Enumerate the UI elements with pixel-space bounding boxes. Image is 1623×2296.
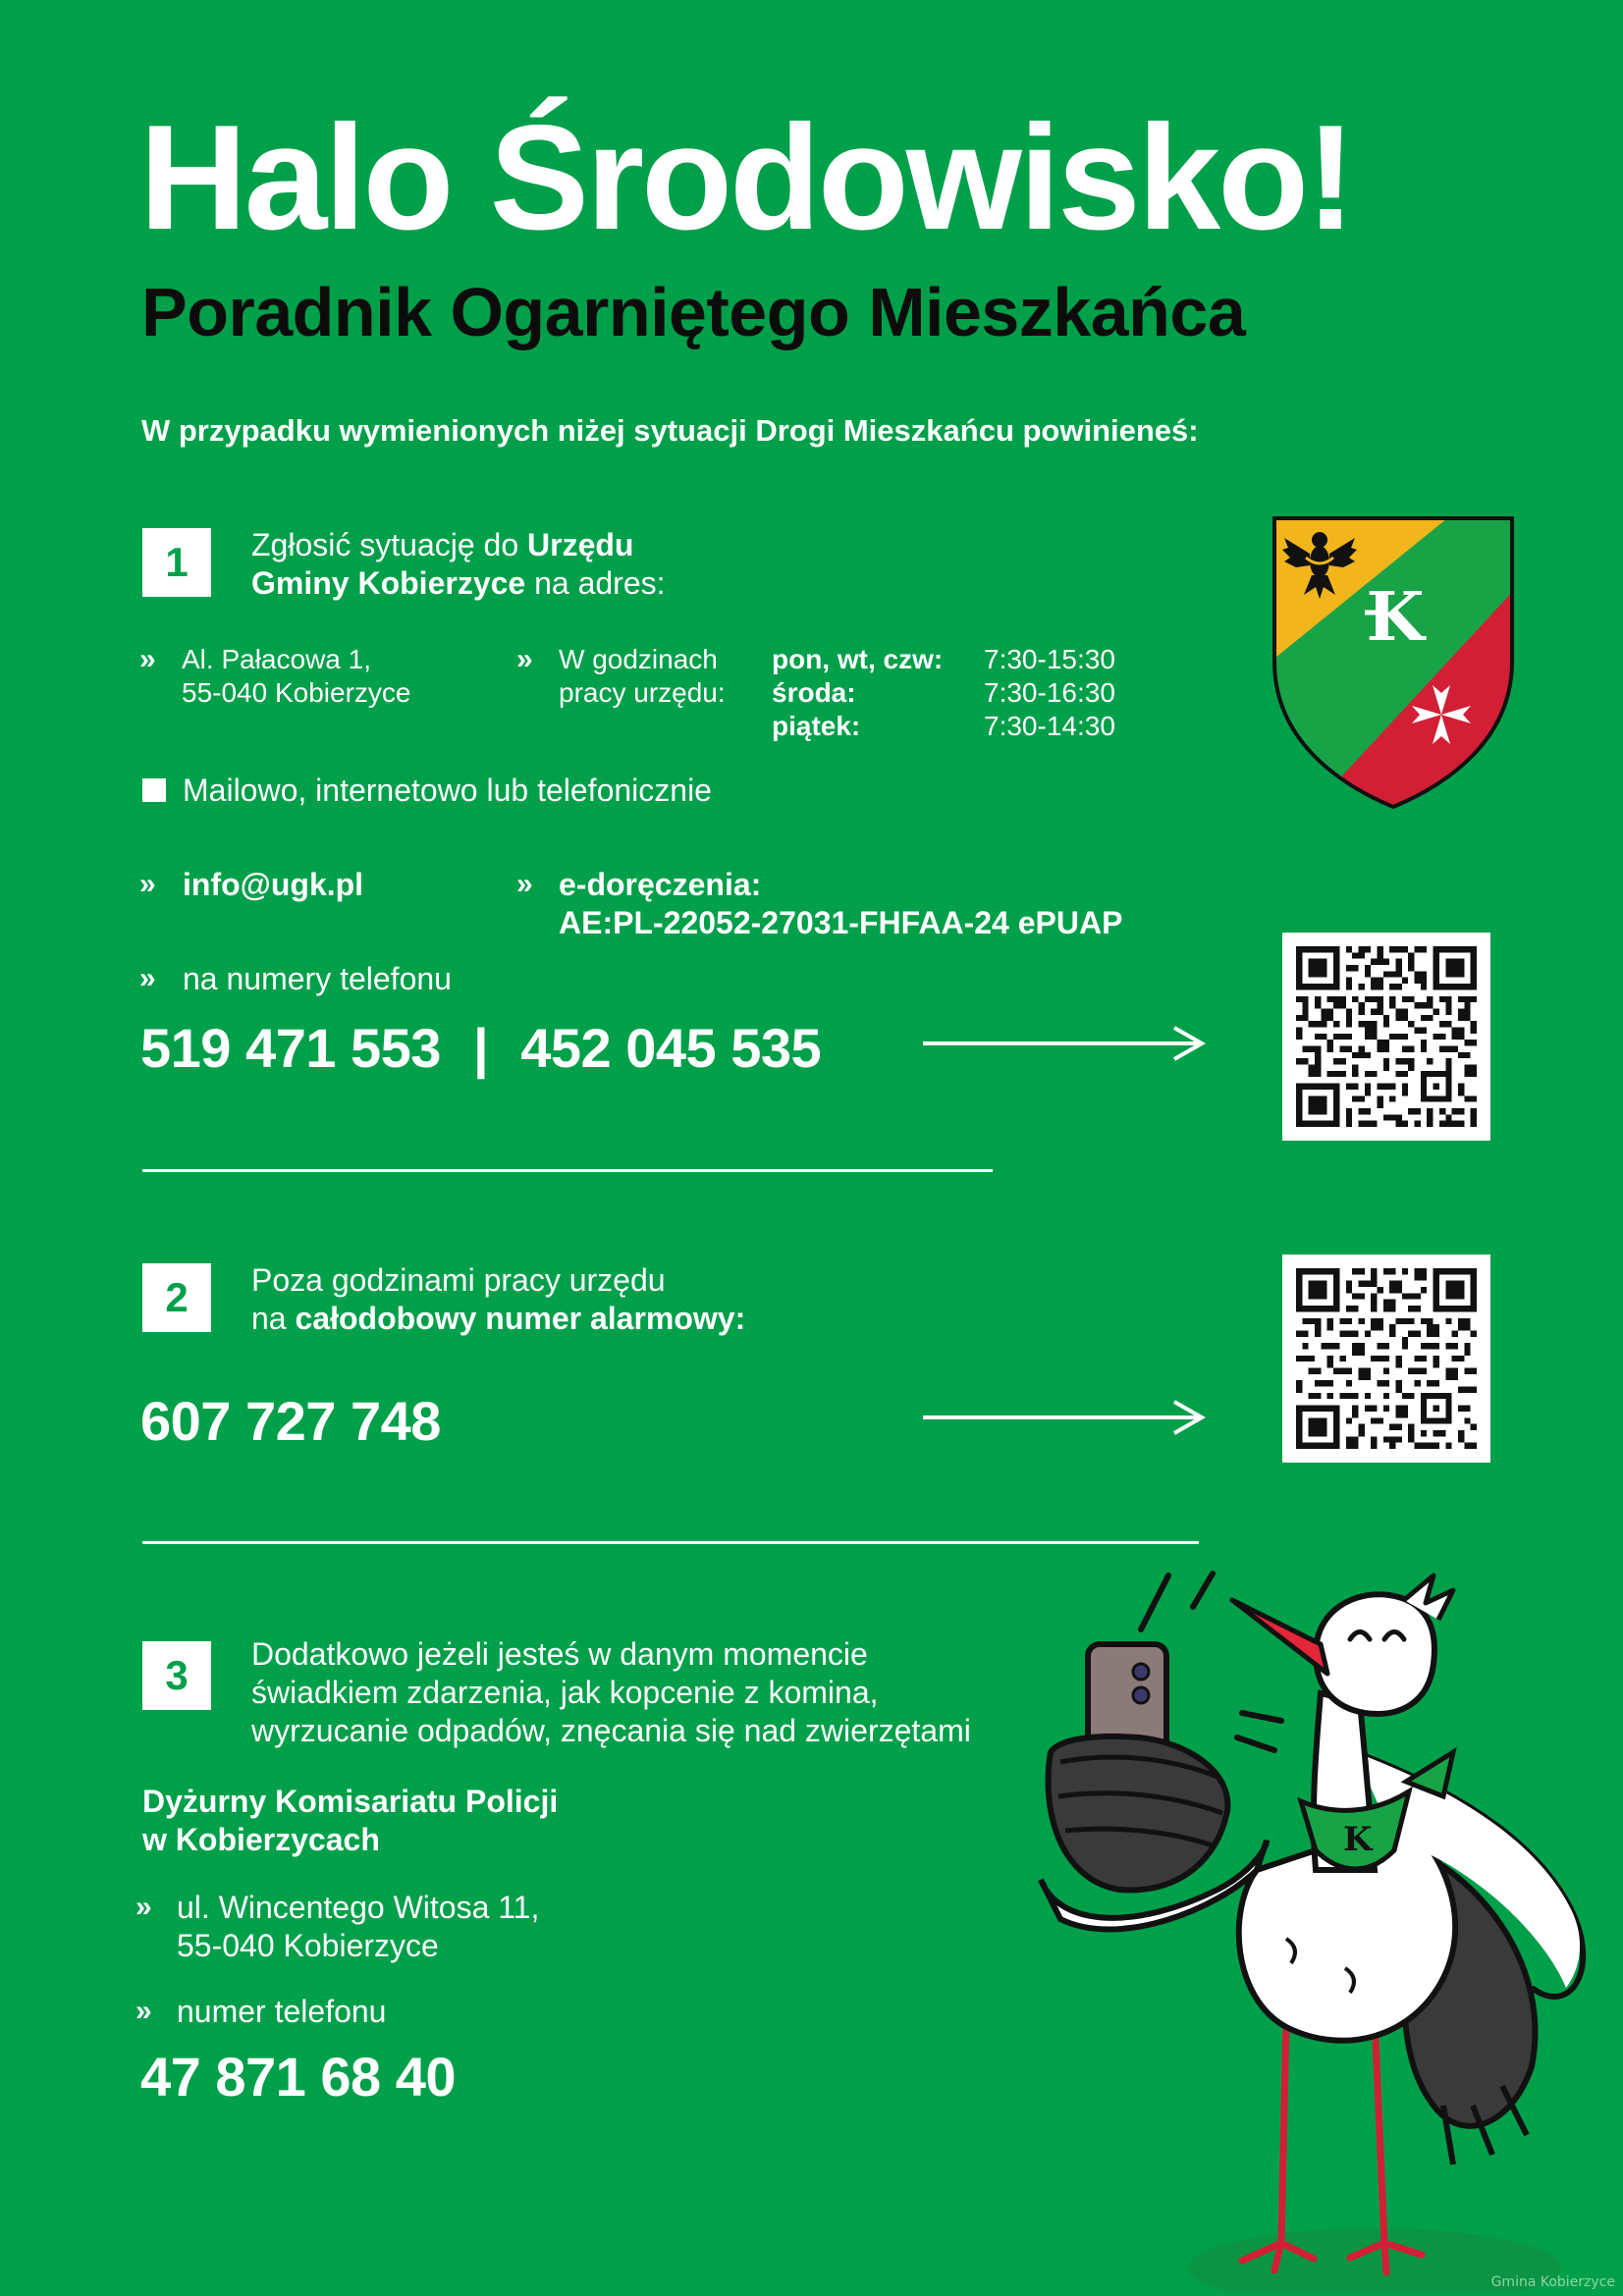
police-address: ul. Wincentego Witosa 11, 55-040 Kobierzyce: [177, 1890, 540, 1963]
contact-heading: Mailowo, internetowo lub telefonicznie: [183, 773, 712, 808]
svg-text:K: K: [1343, 1820, 1373, 1859]
hours-row: piątek: 7:30-14:30: [772, 711, 1115, 741]
bullet-icon: »: [139, 868, 156, 900]
coat-of-arms-icon: [1271, 514, 1516, 811]
police-station-name: Dyżurny Komisariatu Policji w Kobierzycach: [142, 1784, 559, 1857]
intro-text: W przypadku wymienionych niżej sytuacji Drogi Mieszkańcu powinieneś:: [141, 413, 1199, 448]
section-divider: [142, 1541, 1199, 1544]
page-subtitle: Poradnik Ogarniętego Mieszkańca: [141, 274, 1246, 350]
police-phone-label: numer telefonu: [177, 1994, 387, 2029]
email-link[interactable]: info@ugk.pl: [183, 867, 364, 902]
alarm-phone-number[interactable]: 607 727 748: [140, 1390, 441, 1452]
bullet-icon: »: [516, 643, 533, 675]
step-1-badge: 1: [142, 528, 211, 597]
stork-mascot-icon: [1021, 1556, 1610, 2292]
office-hours-table: [772, 643, 1115, 743]
section3-heading: Dodatkowo jeżeli jesteś w danym momencie świadkiem zdarzenia, jak kopcenie z komina, wyrzucanie odpadów, znęcania się nad zwierzętami: [251, 1636, 971, 1748]
footer-credit: Gmina Kobierzyce: [1490, 2274, 1615, 2290]
bullet-icon: »: [135, 1891, 152, 1923]
step-2-badge: 2: [142, 1263, 211, 1332]
section2-heading: Poza godzinami pracy urzędu na całodobowy numer alarmowy:: [251, 1262, 746, 1336]
page-title: Halo Środowisko!: [139, 94, 1353, 261]
office-phones: [140, 1017, 822, 1079]
qr-code-pattern: [1296, 1268, 1477, 1449]
phone-number-1[interactable]: 519 471 553: [140, 1017, 441, 1079]
bullet-icon: »: [135, 1995, 152, 2027]
hours-label: W godzinach pracy urzędu:: [559, 644, 726, 708]
section-divider: [142, 1169, 993, 1172]
step-3-badge: 3: [142, 1641, 211, 1710]
bullet-icon: »: [516, 868, 533, 900]
bullet-icon: »: [139, 962, 156, 994]
qr-code-icon[interactable]: [1282, 1255, 1490, 1463]
phone-separator: |: [472, 1017, 489, 1079]
qr-code-pattern: [1296, 946, 1477, 1127]
phone-number-2[interactable]: 452 045 535: [520, 1017, 822, 1079]
square-bullet-icon: [142, 778, 166, 802]
qr-code-icon[interactable]: [1282, 933, 1490, 1141]
bullet-icon: »: [139, 643, 156, 675]
arrow-right-icon: [923, 1024, 1208, 1063]
police-phone-number[interactable]: 47 871 68 40: [140, 2046, 456, 2108]
svg-text:K: K: [1366, 578, 1425, 657]
edoreczenia-info: e-doręczenia: AE:PL-22052-27031-FHFAA-24 ePUAP: [559, 867, 1123, 940]
section1-heading: Zgłosić sytuację do Urzędu Gminy Kobierzyce na adres:: [251, 527, 666, 601]
phones-label: na numery telefonu: [183, 961, 452, 996]
hours-row: środa: 7:30-16:30: [772, 677, 1115, 708]
arrow-right-icon: [923, 1398, 1208, 1437]
office-address: Al. Pałacowa 1, 55-040 Kobierzyce: [182, 644, 411, 708]
hours-row: pon, wt, czw: 7:30-15:30: [772, 644, 1115, 674]
